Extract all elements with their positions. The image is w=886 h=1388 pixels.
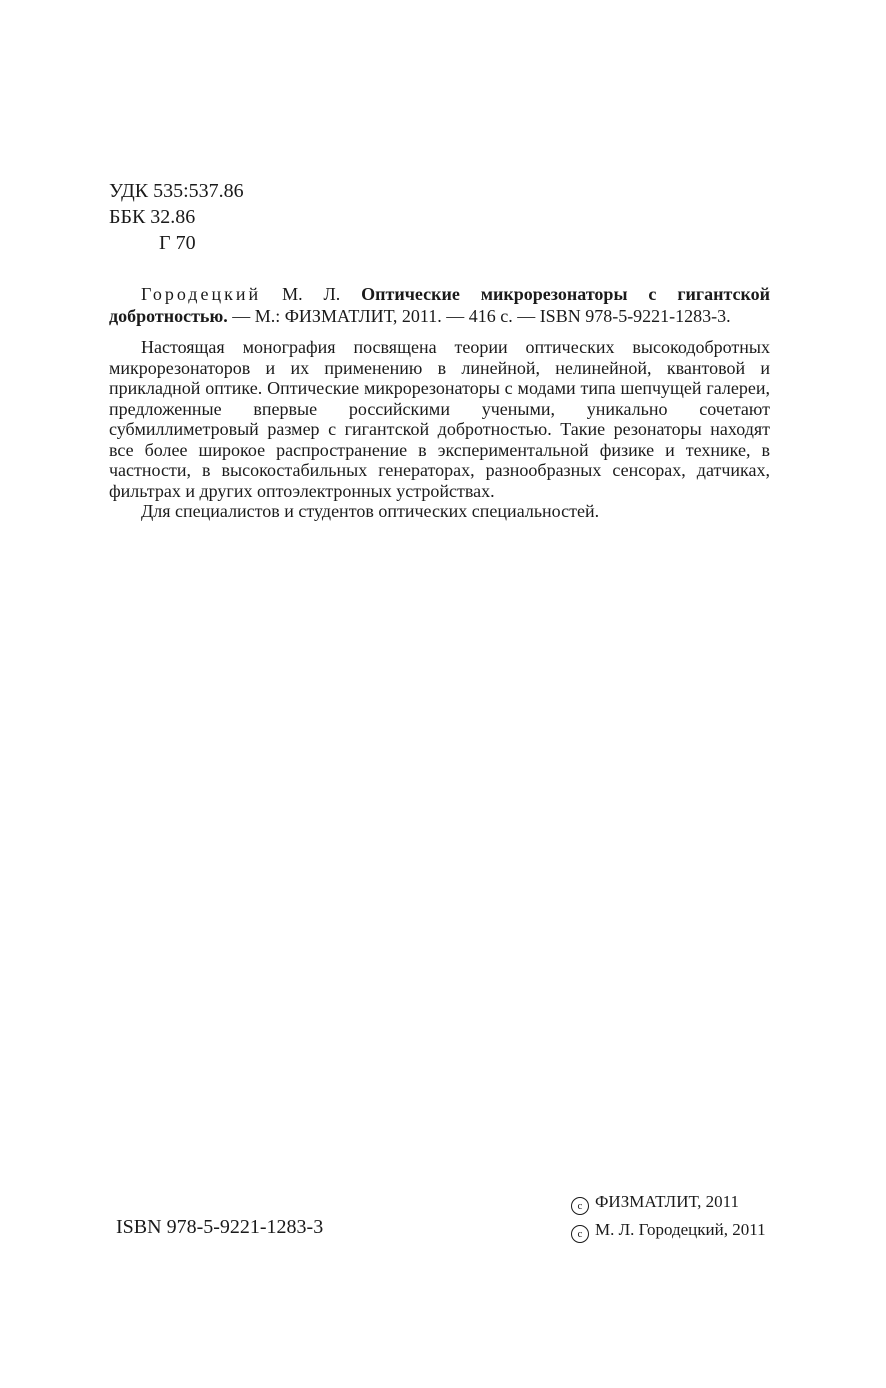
abstract-paragraph: Настоящая монография посвящена теории оптических высокодобротных микрорезонаторов и их применению в линейной, нелинейной, квантовой и прикладной оптике. Оптические микрорезонаторы с модами типа шепчущей галереи, предложенные впервые российскими учеными, уникально сочетают субмиллиметровый размер с гигантской добротностью. Такие резонаторы находят все более широкое распространение в экспериментальной физике и технике, в частности, в высокостабильных генераторах, разнообразных сенсорах, датчиках, фильтрах и других оптоэлектронных устройствах.	[109, 337, 770, 501]
abstract	[109, 337, 770, 522]
bbk-code: ББК 32.86	[109, 206, 196, 228]
author-initials: М. Л.	[282, 284, 341, 304]
copyright-icon: c	[571, 1197, 589, 1215]
publication-info: — М.: ФИЗМАТЛИТ, 2011. — 416 с. — ISBN 978-5-9221-1283-3.	[232, 306, 731, 326]
copyright-icon: c	[571, 1225, 589, 1243]
copyright-publisher-text: ФИЗМАТЛИТ, 2011	[595, 1192, 740, 1211]
bibliographic-record	[109, 283, 770, 327]
copyright-publisher	[571, 1188, 766, 1216]
author-mark: Г 70	[159, 232, 196, 254]
copyright-author-text: М. Л. Городецкий, 2011	[595, 1220, 766, 1239]
udk-code: УДК 535:537.86	[109, 180, 244, 202]
audience-paragraph: Для специалистов и студентов оптических специальностей.	[141, 501, 600, 521]
copyright-block	[571, 1188, 766, 1244]
isbn: ISBN 978-5-9221-1283-3	[116, 1216, 324, 1238]
book-title: Оптические микрорезонаторы с гигантской добротностью.	[109, 284, 771, 326]
author-surname: Городецкий	[141, 284, 262, 304]
copyright-author	[571, 1216, 766, 1244]
classification-block	[109, 178, 244, 256]
